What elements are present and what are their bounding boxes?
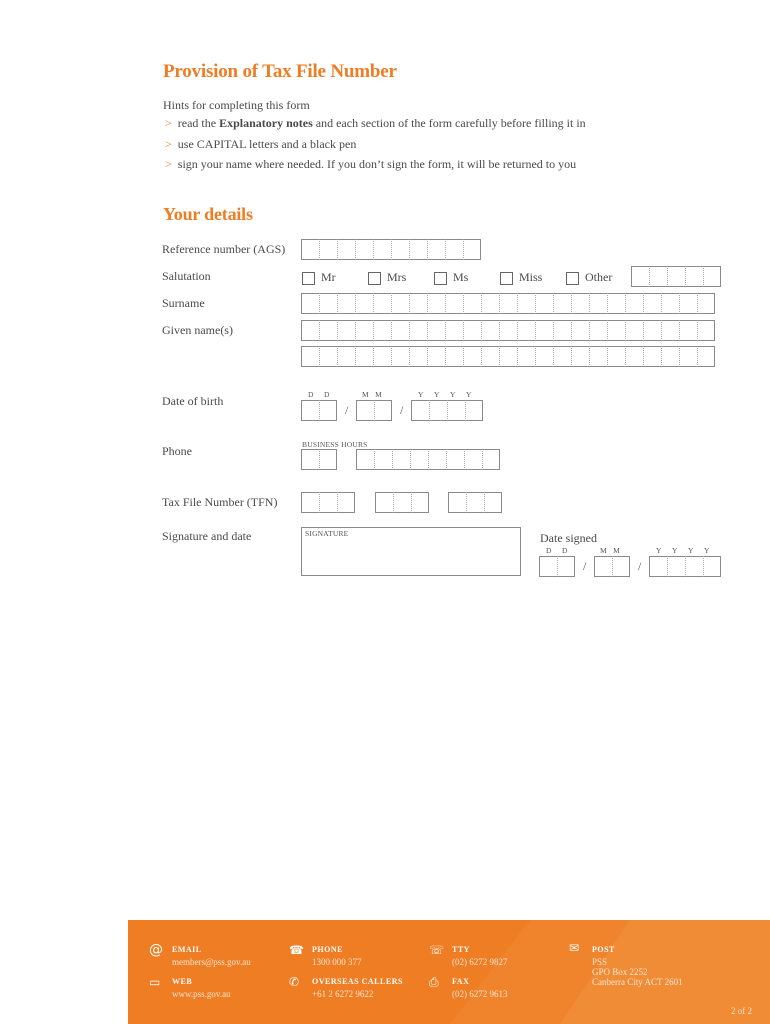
date-signed-format-day: D D: [546, 546, 568, 555]
dob-label: Date of birth: [162, 394, 224, 408]
character-box[interactable]: [463, 346, 481, 367]
character-box[interactable]: [446, 449, 464, 470]
page-title: Provision of Tax File Number: [163, 61, 397, 82]
character-box[interactable]: [685, 266, 703, 287]
character-box[interactable]: [301, 320, 319, 341]
character-box[interactable]: [391, 239, 409, 260]
character-box[interactable]: [703, 266, 721, 287]
character-box[interactable]: [612, 556, 630, 577]
option-label: Ms: [453, 270, 469, 284]
tfn-part1-input[interactable]: [301, 492, 355, 513]
character-box[interactable]: [319, 239, 337, 260]
character-box[interactable]: [445, 346, 463, 367]
character-box[interactable]: [643, 320, 661, 341]
character-box[interactable]: [391, 320, 409, 341]
character-box[interactable]: [373, 239, 391, 260]
character-box[interactable]: [481, 293, 499, 314]
character-box[interactable]: [481, 346, 499, 367]
post-line3: Canberra City ACT 2601: [592, 977, 683, 987]
dob-format-year: Y Y Y Y: [418, 390, 472, 399]
character-box[interactable]: [643, 293, 661, 314]
hint-item: > read the Explanatory notes and each section of the form carefully before filling it in: [165, 116, 586, 130]
surname-label: Surname: [162, 296, 205, 310]
character-box[interactable]: [409, 239, 427, 260]
character-box[interactable]: [517, 320, 535, 341]
character-box[interactable]: [465, 400, 483, 421]
fax-label: FAX: [452, 977, 470, 986]
dob-format-month: M M: [362, 390, 382, 399]
character-box[interactable]: [463, 293, 481, 314]
checkbox[interactable]: [434, 272, 447, 285]
character-box[interactable]: [355, 346, 373, 367]
signature-caption: SIGNATURE: [305, 529, 349, 538]
post-icon: ✉: [569, 941, 580, 955]
character-box[interactable]: [319, 320, 337, 341]
character-box[interactable]: [301, 449, 319, 470]
option-label: Mr: [321, 270, 336, 284]
character-box[interactable]: [392, 449, 410, 470]
date-signed-month-input[interactable]: [594, 556, 630, 577]
character-box[interactable]: [667, 266, 685, 287]
option-label: Mrs: [387, 270, 407, 284]
character-box[interactable]: [445, 293, 463, 314]
character-box[interactable]: [697, 320, 715, 341]
salutation-other[interactable]: [566, 270, 612, 285]
character-box[interactable]: [517, 293, 535, 314]
character-box[interactable]: [301, 400, 319, 421]
character-box[interactable]: [661, 346, 679, 367]
hints-title: Hints for completing this form: [163, 98, 310, 112]
option-label: Other: [585, 270, 613, 284]
character-box[interactable]: [685, 556, 703, 577]
character-box[interactable]: [463, 320, 481, 341]
character-box[interactable]: [631, 266, 649, 287]
character-box[interactable]: [411, 400, 429, 421]
checkbox[interactable]: [368, 272, 381, 285]
character-box[interactable]: [649, 556, 667, 577]
tfn-part2-input[interactable]: [375, 492, 429, 513]
character-box[interactable]: [571, 293, 589, 314]
character-box[interactable]: [643, 346, 661, 367]
tty-value: (02) 6272 9827: [452, 957, 508, 967]
character-box[interactable]: [427, 239, 445, 260]
email-value[interactable]: members@pss.gov.au: [172, 957, 251, 967]
date-separator: /: [400, 403, 404, 417]
character-box[interactable]: [571, 320, 589, 341]
web-label: WEB: [172, 977, 193, 986]
option-label: Miss: [519, 270, 543, 284]
character-box[interactable]: [427, 346, 445, 367]
character-box[interactable]: [589, 293, 607, 314]
character-box[interactable]: [679, 293, 697, 314]
character-box[interactable]: [703, 556, 721, 577]
character-box[interactable]: [571, 346, 589, 367]
signature-label: Signature and date: [162, 529, 252, 543]
character-box[interactable]: [337, 320, 355, 341]
character-box[interactable]: [607, 320, 625, 341]
hint-marker: >: [165, 137, 172, 151]
hint-marker: >: [165, 157, 172, 171]
character-box[interactable]: [697, 293, 715, 314]
character-box[interactable]: [356, 400, 374, 421]
dob-day-input[interactable]: [301, 400, 337, 421]
checkbox[interactable]: [566, 272, 579, 285]
character-box[interactable]: [374, 400, 392, 421]
post-line1: PSS: [592, 957, 608, 967]
character-box[interactable]: [301, 492, 319, 513]
checkbox[interactable]: [500, 272, 513, 285]
character-box[interactable]: [499, 346, 517, 367]
character-box[interactable]: [409, 293, 427, 314]
phone-footer-label: PHONE: [312, 945, 343, 954]
dob-month-input[interactable]: [356, 400, 392, 421]
dob-year-input[interactable]: [411, 400, 483, 421]
character-box[interactable]: [607, 346, 625, 367]
character-box[interactable]: [337, 293, 355, 314]
character-box[interactable]: [482, 449, 500, 470]
overseas-value: +61 2 6272 9622: [312, 989, 374, 999]
given-names-input-line2[interactable]: [301, 346, 715, 367]
footer-decoration: [410, 920, 770, 1024]
character-box[interactable]: [661, 320, 679, 341]
phone-footer-value: 1300 000 377: [312, 957, 362, 967]
character-box[interactable]: [447, 400, 465, 421]
character-box[interactable]: [375, 492, 393, 513]
salutation-label: Salutation: [162, 269, 211, 283]
surname-input[interactable]: [301, 293, 715, 314]
date-signed-day-input[interactable]: [539, 556, 575, 577]
character-box[interactable]: [535, 293, 553, 314]
character-box[interactable]: [391, 346, 409, 367]
character-box[interactable]: [679, 346, 697, 367]
email-label: EMAIL: [172, 945, 202, 954]
character-box[interactable]: [535, 320, 553, 341]
character-box[interactable]: [553, 293, 571, 314]
character-box[interactable]: [539, 556, 557, 577]
character-box[interactable]: [411, 492, 429, 513]
character-box[interactable]: [355, 239, 373, 260]
tfn-part3-input[interactable]: [448, 492, 502, 513]
character-box[interactable]: [466, 492, 484, 513]
salutation-mr[interactable]: [302, 270, 336, 285]
date-separator: /: [345, 403, 349, 417]
character-box[interactable]: [589, 346, 607, 367]
character-box[interactable]: [553, 320, 571, 341]
signature-box[interactable]: [301, 527, 521, 576]
character-box[interactable]: [484, 492, 502, 513]
character-box[interactable]: [625, 320, 643, 341]
character-box[interactable]: [373, 346, 391, 367]
character-box[interactable]: [337, 239, 355, 260]
character-box[interactable]: [427, 320, 445, 341]
fax-value: (02) 6272 9613: [452, 989, 508, 999]
character-box[interactable]: [553, 346, 571, 367]
character-box[interactable]: [409, 320, 427, 341]
character-box[interactable]: [607, 293, 625, 314]
tty-icon: ☏: [429, 943, 445, 957]
email-icon: @: [149, 942, 163, 958]
character-box[interactable]: [355, 293, 373, 314]
character-box[interactable]: [319, 449, 337, 470]
date-signed-year-input[interactable]: [649, 556, 721, 577]
dob-format-day: D D: [308, 390, 330, 399]
tfn-label: Tax File Number (TFN): [162, 495, 278, 509]
character-box[interactable]: [319, 346, 337, 367]
character-box[interactable]: [667, 556, 685, 577]
character-box[interactable]: [337, 346, 355, 367]
character-box[interactable]: [393, 492, 411, 513]
character-box[interactable]: [499, 320, 517, 341]
web-value[interactable]: www.pss.gov.au: [172, 989, 231, 999]
date-separator: /: [583, 559, 587, 573]
overseas-phone-icon: ✆: [289, 975, 300, 989]
reference-input[interactable]: [301, 239, 481, 260]
overseas-label: OVERSEAS CALLERS: [312, 977, 403, 986]
character-box[interactable]: [355, 320, 373, 341]
salutation-miss[interactable]: [500, 270, 542, 285]
section-title: Your details: [163, 204, 253, 224]
reference-label: Reference number (AGS): [162, 242, 286, 256]
character-box[interactable]: [625, 293, 643, 314]
salutation-other-input[interactable]: [631, 266, 721, 287]
character-box[interactable]: [391, 293, 409, 314]
hint-item: > use CAPITAL letters and a black pen: [165, 137, 357, 151]
character-box[interactable]: [301, 293, 319, 314]
character-box[interactable]: [445, 320, 463, 341]
character-box[interactable]: [428, 449, 446, 470]
tty-label: TTY: [452, 945, 470, 954]
character-box[interactable]: [448, 492, 466, 513]
character-box[interactable]: [429, 400, 447, 421]
page-number: 2 of 2: [731, 1006, 752, 1016]
post-label: POST: [592, 945, 615, 954]
character-box[interactable]: [301, 346, 319, 367]
contact-footer: [128, 920, 770, 1024]
character-box[interactable]: [535, 346, 553, 367]
date-signed-format-year: Y Y Y Y: [656, 546, 710, 555]
character-box[interactable]: [445, 239, 463, 260]
character-box[interactable]: [697, 346, 715, 367]
character-box[interactable]: [679, 320, 697, 341]
character-box[interactable]: [374, 449, 392, 470]
character-box[interactable]: [463, 239, 481, 260]
hint-marker: >: [165, 116, 172, 130]
business-hours-caption: BUSINESS HOURS: [302, 440, 368, 449]
character-box[interactable]: [649, 266, 667, 287]
character-box[interactable]: [594, 556, 612, 577]
character-box[interactable]: [427, 293, 445, 314]
character-box[interactable]: [319, 400, 337, 421]
character-box[interactable]: [517, 346, 535, 367]
character-box[interactable]: [481, 320, 499, 341]
web-icon: ▭: [149, 975, 161, 989]
phone-number-input[interactable]: [356, 449, 500, 470]
character-box[interactable]: [409, 346, 427, 367]
phone-icon: ☎: [289, 943, 304, 957]
given-names-label: Given name(s): [162, 323, 233, 337]
character-box[interactable]: [319, 492, 337, 513]
given-names-input-line1[interactable]: [301, 320, 715, 341]
salutation-mrs[interactable]: [368, 270, 406, 285]
phone-label: Phone: [162, 444, 192, 458]
character-box[interactable]: [589, 320, 607, 341]
character-box[interactable]: [464, 449, 482, 470]
character-box[interactable]: [319, 293, 337, 314]
character-box[interactable]: [301, 239, 319, 260]
character-box[interactable]: [373, 320, 391, 341]
post-line2: GPO Box 2252: [592, 967, 648, 977]
character-box[interactable]: [499, 293, 517, 314]
character-box[interactable]: [410, 449, 428, 470]
character-box[interactable]: [337, 492, 355, 513]
checkbox[interactable]: [302, 272, 315, 285]
fax-icon: ⎙: [429, 975, 439, 989]
date-signed-label: Date signed: [540, 531, 597, 545]
hint-item: > sign your name where needed. If you don’t sign the form, it will be returned to you: [165, 157, 577, 171]
character-box[interactable]: [625, 346, 643, 367]
date-signed-format-month: M M: [600, 546, 620, 555]
salutation-ms[interactable]: [434, 270, 468, 285]
character-box[interactable]: [356, 449, 374, 470]
phone-area-code-input[interactable]: [301, 449, 337, 470]
date-separator: /: [638, 559, 642, 573]
character-box[interactable]: [373, 293, 391, 314]
character-box[interactable]: [557, 556, 575, 577]
character-box[interactable]: [661, 293, 679, 314]
